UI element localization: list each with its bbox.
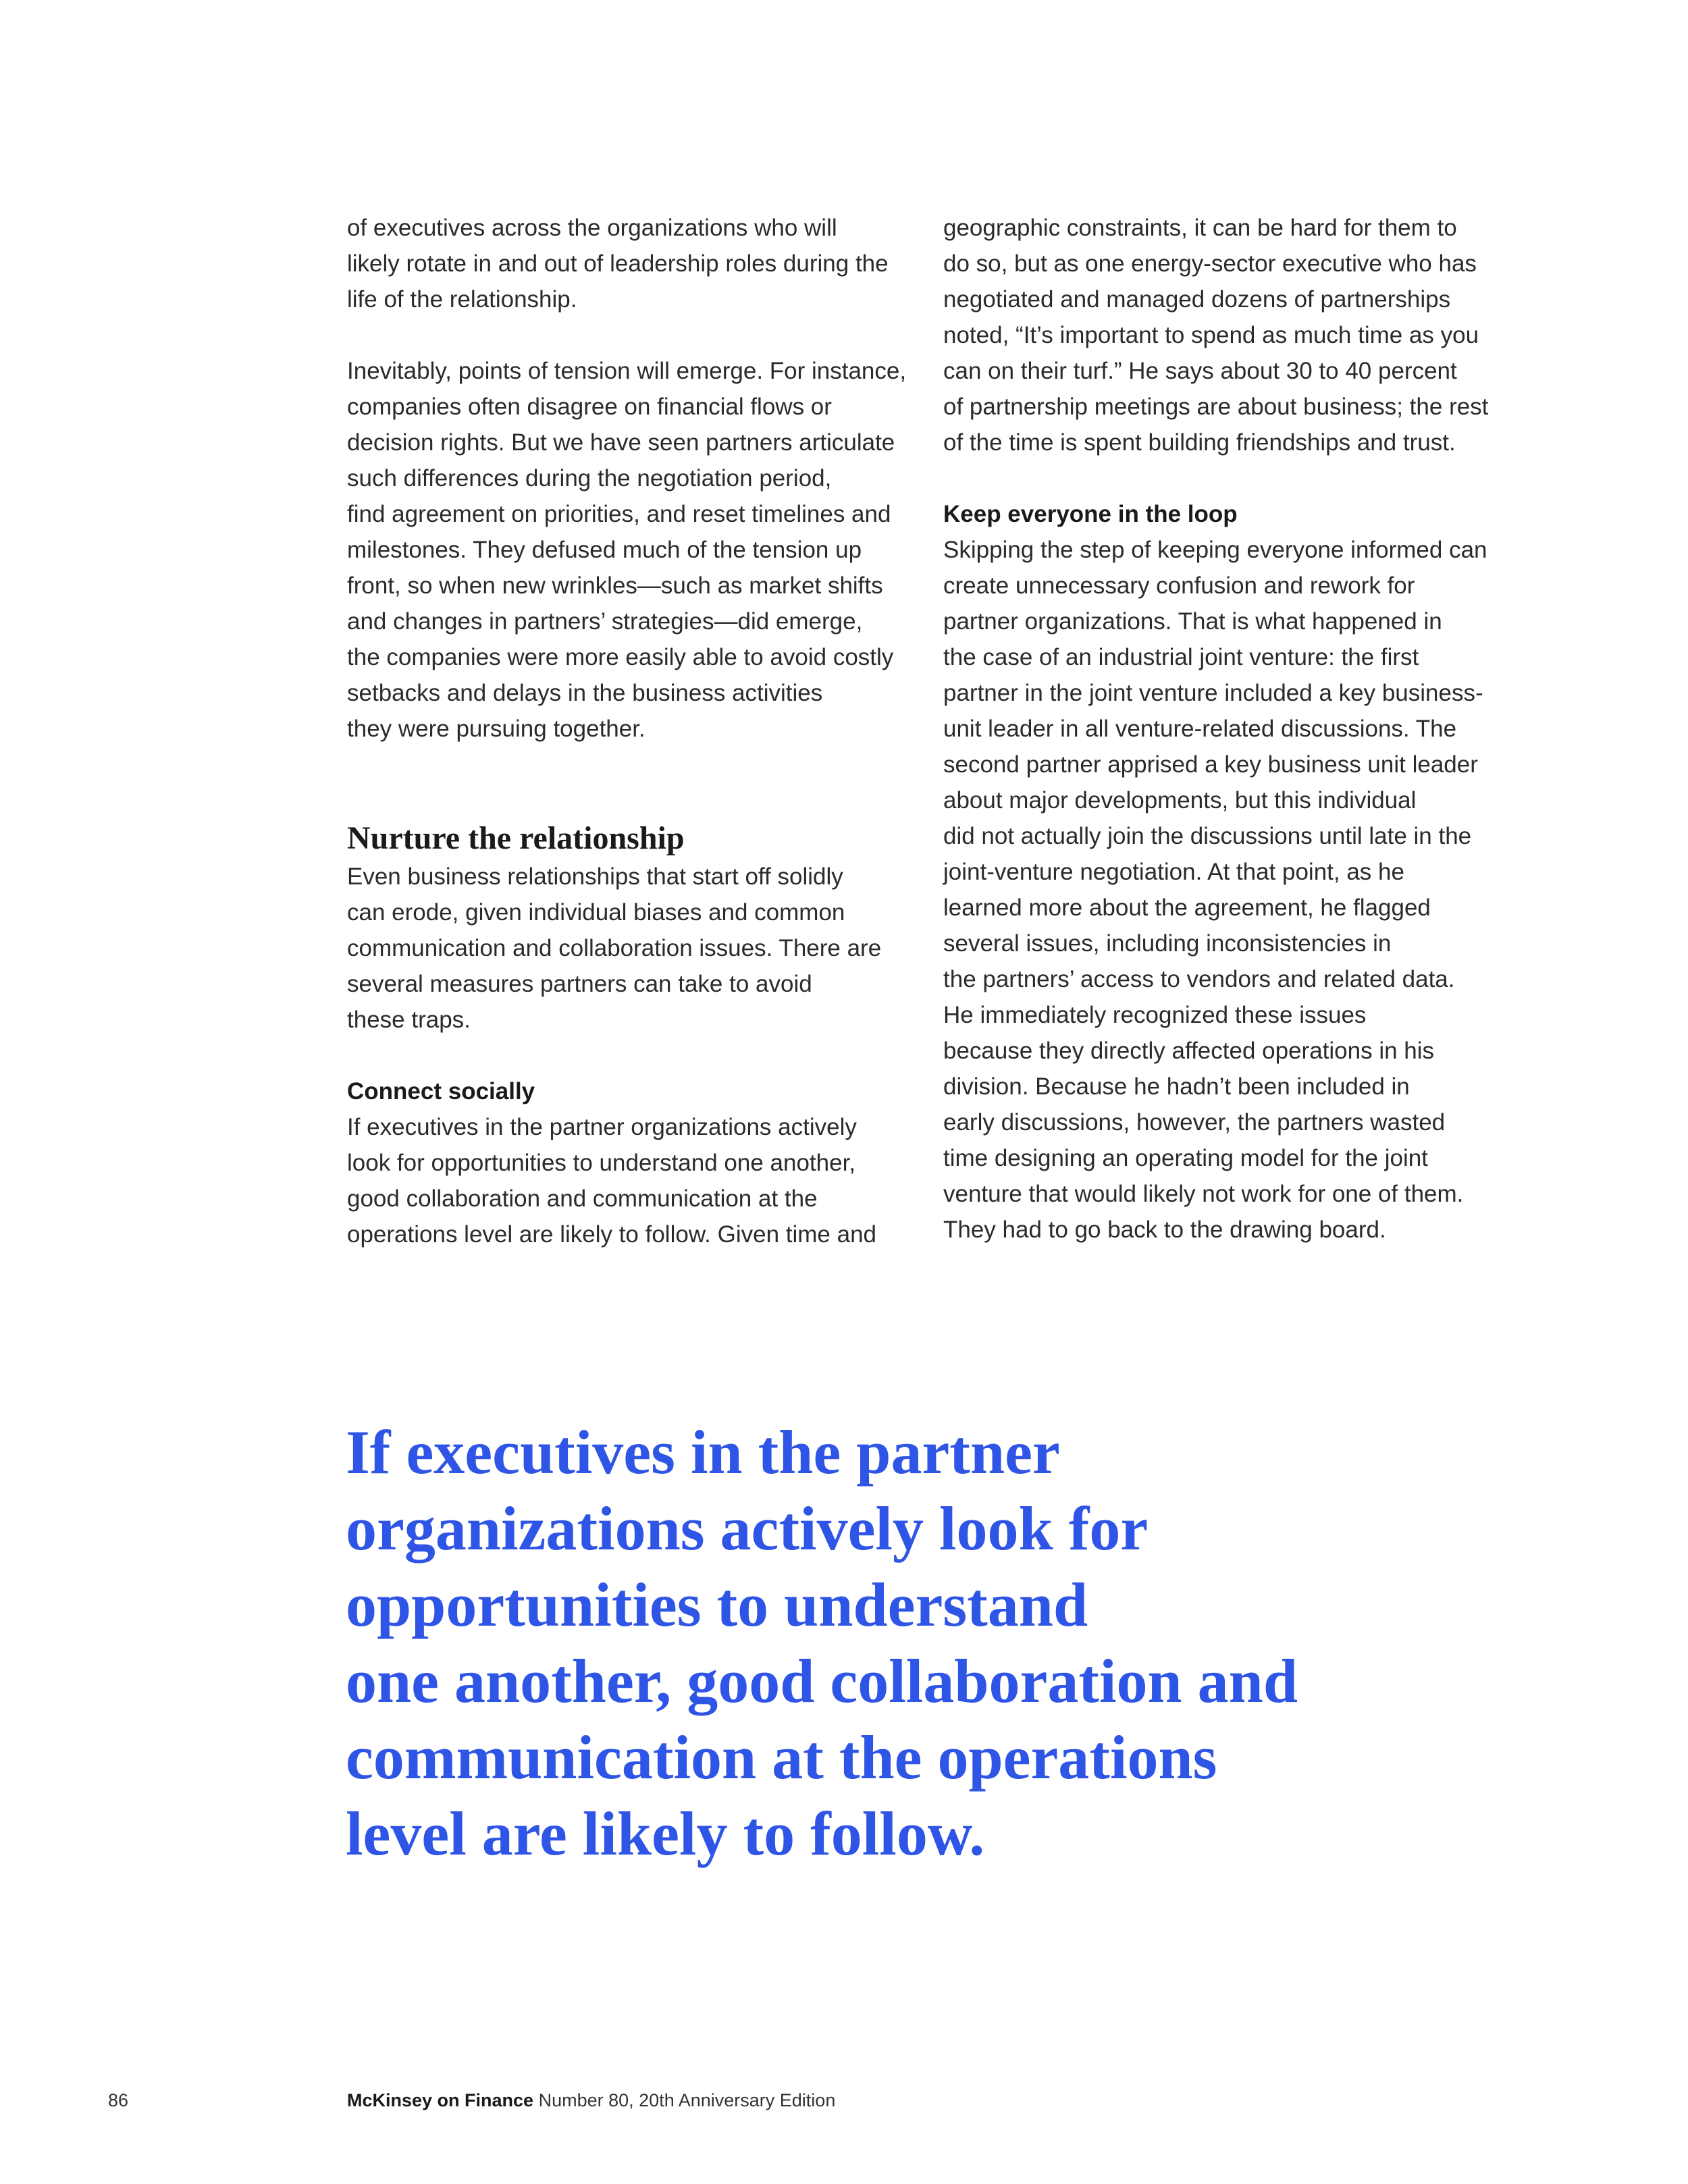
- section-spacer: [347, 747, 921, 818]
- right-column: [943, 210, 1517, 1248]
- paragraph-spacer: [943, 460, 1517, 496]
- body-paragraph: geographic constraints, it can be hard for them to do so, but as one energy-sector executive who has negotiated and managed dozens of partnerships noted, “It’s important to spend as much time as you can on their turf.” He says about 30 to 40 percent of partnership meetings are about business; the rest of the time is spent building friendships and trust.: [943, 215, 1489, 456]
- paragraph-spacer: [347, 1038, 921, 1073]
- body-paragraph: Even business relationships that start off solidly can erode, given individual biases and common communication and collaboration issues. There are several measures partners can take to avoid these traps.: [347, 863, 882, 1033]
- publication-name: McKinsey on Finance: [347, 2090, 534, 2110]
- subheading: Connect socially: [347, 1078, 535, 1104]
- page-number: 86: [108, 2090, 129, 2110]
- paragraph-spacer: [347, 317, 921, 353]
- body-paragraph: Skipping the step of keeping everyone informed can create unnecessary confusion and rework for partner organizations. That is what happened in the case of an industrial joint venture: the first partner in the joint venture included a key business- unit leader in all venture-related discussions. The second partner apprised a key business unit leader about major developments, but this individual did not actually join the discussions until late in the joint-venture negotiation. At that point, as he learned more about the agreement, he flagged several issues, including inconsistencies in the partners’ access to vendors and related data. He immediately recognized these issues because they directly affected operations in his division. Because he hadn’t been included in early discussions, however, the partners wasted time designing an operating model for the joint venture that would likely not work for one of them. They had to go back to the drawing board.: [943, 537, 1487, 1243]
- footer-publication: [347, 2090, 835, 2111]
- section-heading: Nurture the relationship: [347, 820, 685, 856]
- left-column: [347, 210, 921, 1252]
- pull-quote: If executives in the partner organizations actively look for opportunities to understand one another, good collaboration and communication at the operations level are likely to follow.: [346, 1418, 1298, 1868]
- body-paragraph: If executives in the partner organizations actively look for opportunities to understand one another, good collaboration and communication at the operations level are likely to follow. Given time and: [347, 1114, 877, 1248]
- subheading: Keep everyone in the loop: [943, 501, 1238, 527]
- body-paragraph: of executives across the organizations who will likely rotate in and out of leadership roles during the life of the relationship.: [347, 215, 889, 313]
- edition-label: Number 80, 20th Anniversary Edition: [538, 2090, 836, 2110]
- body-paragraph: Inevitably, points of tension will emerge. For instance, companies often disagree on financial flows or decision rights. But we have seen partners articulate such differences during the negotiation period, find agreement on priorities, and reset timelines and milestones. They defused much of the tension up front, so when new wrinkles—such as market shifts and changes in partners’ strategies—did emerge, the companies were more easily able to avoid costly setbacks and delays in the business activities they were pursuing together.: [347, 358, 907, 742]
